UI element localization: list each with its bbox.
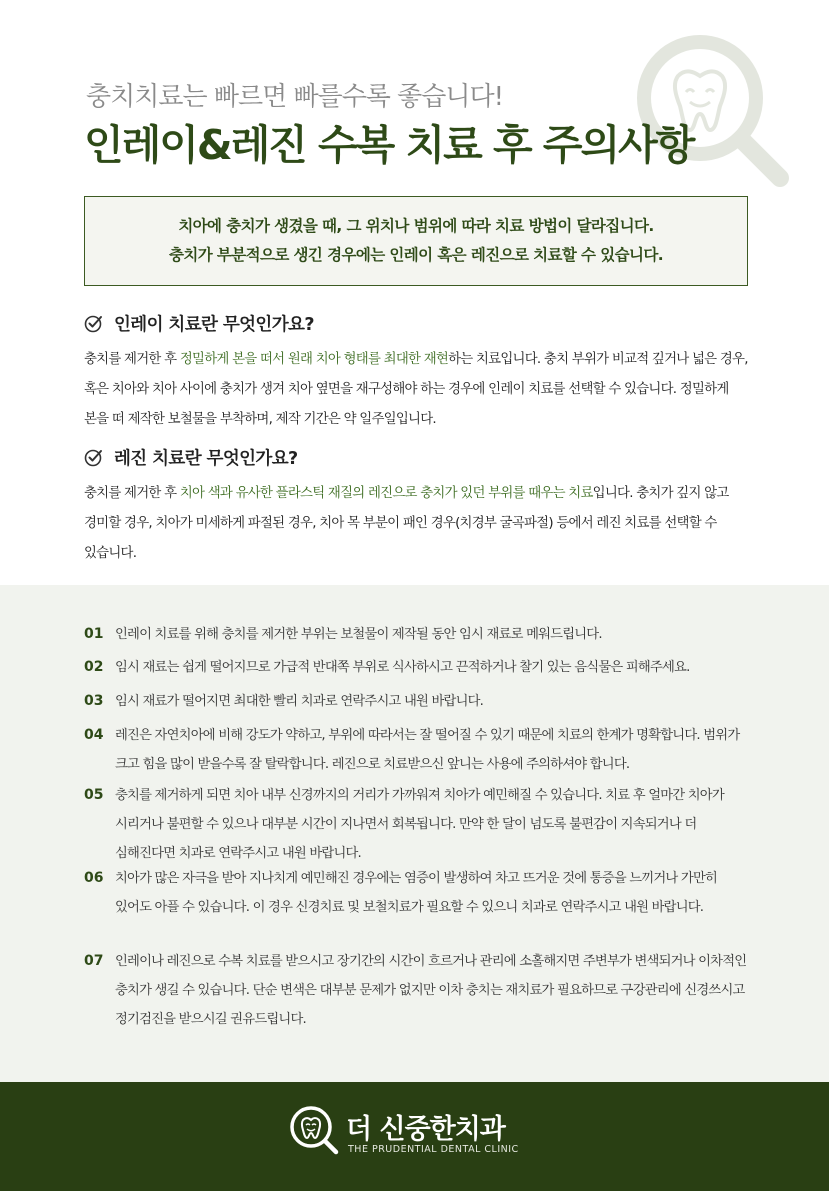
item-number: 04 xyxy=(84,727,104,743)
section-header xyxy=(84,309,752,337)
section-header xyxy=(84,443,752,471)
section-title: 인레이 치료란 무엇인가요? xyxy=(114,314,314,335)
inlay-section xyxy=(84,309,752,435)
item-number: 03 xyxy=(84,693,104,709)
list-item xyxy=(84,620,752,649)
item-text: 인레이나 레진으로 수복 치료를 받으시고 장기간의 시간이 흐르거나 관리에 소홀해지면 주변부가 변색되거나 이차적인 충치가 생길 수 있습니다. 단순 변색은 대부분 문제가 없지만 이차 충치는 재치료가 필요하므로 구강관리에 신경쓰시고 정기검진을 받으시길 권유드립니다. xyxy=(115,954,747,1027)
list-item xyxy=(84,781,752,868)
highlight-text: 정밀하게 본을 떠서 원래 치아 형태를 최대한 재현 xyxy=(179,352,449,367)
body-text: 충치를 제거한 후 xyxy=(84,352,180,367)
item-number: 02 xyxy=(84,659,104,675)
list-item xyxy=(84,864,752,922)
intro-line: 치아에 충치가 생겼을 때, 그 위치나 범위에 따라 치료 방법이 달라집니다. xyxy=(178,217,654,235)
body-text: 입니다. 충치가 깊지 않고 경미할 경우, 치아가 미세하게 파절된 경우, 치아 목 부분이 패인 경우(치경부 굴곡파절) 등에서 레진 치료를 선택할 수 있습니다. xyxy=(84,486,729,561)
check-circle-icon xyxy=(84,447,104,467)
section-title: 레진 치료란 무엇인가요? xyxy=(114,448,298,469)
body-text: 하는 치료입니다. 충치 부위가 비교적 깊거나 넓은 경우, 혹은 치아와 치아 사이에 충치가 생겨 치아 옆면을 재구성해야 하는 경우에 인레이 치료를 선택할 수 있습니다. 정밀하게 본을 떠 제작한 보철물을 부착하며, 제작 기간은 약 일주일입니다. xyxy=(84,352,748,427)
item-text: 임시 재료가 떨어지면 최대한 빨리 치과로 연락주시고 내원 바랍니다. xyxy=(115,694,484,709)
check-circle-icon xyxy=(84,313,104,333)
section-body xyxy=(84,345,752,435)
item-text: 인레이 치료를 위해 충치를 제거한 부위는 보철물이 제작될 동안 임시 재료로 메워드립니다. xyxy=(115,627,602,642)
item-text: 치아가 많은 자극을 받아 지나치게 예민해진 경우에는 염증이 발생하여 차고 뜨거운 것에 통증을 느끼거나 가만히 있어도 아플 수 있습니다. 이 경우 신경치료 및 보철치료가 필요할 수 있으니 치과로 연락주시고 내원 바랍니다. xyxy=(115,871,718,915)
brand-name: 더 신중한치과 xyxy=(346,1114,505,1145)
brand-name-english: THE PRUDENTIAL DENTAL CLINIC xyxy=(348,1144,519,1155)
item-number: 07 xyxy=(84,953,104,969)
item-number: 05 xyxy=(84,787,104,803)
resin-section xyxy=(84,443,752,569)
list-item xyxy=(84,687,752,716)
highlight-text: 치아 색과 유사한 플라스틱 재질의 레진으로 충치가 있던 부위를 때우는 치료 xyxy=(179,486,593,501)
item-text: 임시 재료는 쉽게 떨어지므로 가급적 반대쪽 부위로 식사하시고 끈적하거나 찰기 있는 음식물은 피해주세요. xyxy=(115,660,690,675)
intro-line: 충치가 부분적으로 생긴 경우에는 인레이 혹은 레진으로 치료할 수 있습니다. xyxy=(168,246,664,264)
list-item xyxy=(84,721,752,779)
intro-box xyxy=(84,196,748,286)
list-item xyxy=(84,653,752,682)
body-text: 충치를 제거한 후 xyxy=(84,486,180,501)
section-body xyxy=(84,479,752,569)
page-title: 인레이&레진 수복 치료 후 주의사항 xyxy=(84,121,694,169)
item-number: 06 xyxy=(84,870,104,886)
page-subtitle: 충치치료는 빠르면 빠를수록 좋습니다! xyxy=(86,82,504,112)
list-item xyxy=(84,947,752,1034)
item-text: 레진은 자연치아에 비해 강도가 약하고, 부위에 따라서는 잘 떨어질 수 있기 때문에 치료의 한계가 명확합니다. 범위가 크고 힘을 많이 받을수록 잘 탈락합니다. 레진으로 치료받으신 앞니는 사용에 주의하셔야 합니다. xyxy=(115,728,740,772)
logo-tooth-icon xyxy=(288,1104,340,1156)
item-number: 01 xyxy=(84,626,104,642)
item-text: 충치를 제거하게 되면 치아 내부 신경까지의 거리가 가까워져 치아가 예민해질 수 있습니다. 치료 후 얼마간 치아가 시리거나 불편할 수 있으나 대부분 시간이 지나면서 회복됩니다. 만약 한 달이 넘도록 불편감이 지속되거나 더 심해진다면 치과로 연락주시고 내원 바랍니다. xyxy=(115,788,724,861)
